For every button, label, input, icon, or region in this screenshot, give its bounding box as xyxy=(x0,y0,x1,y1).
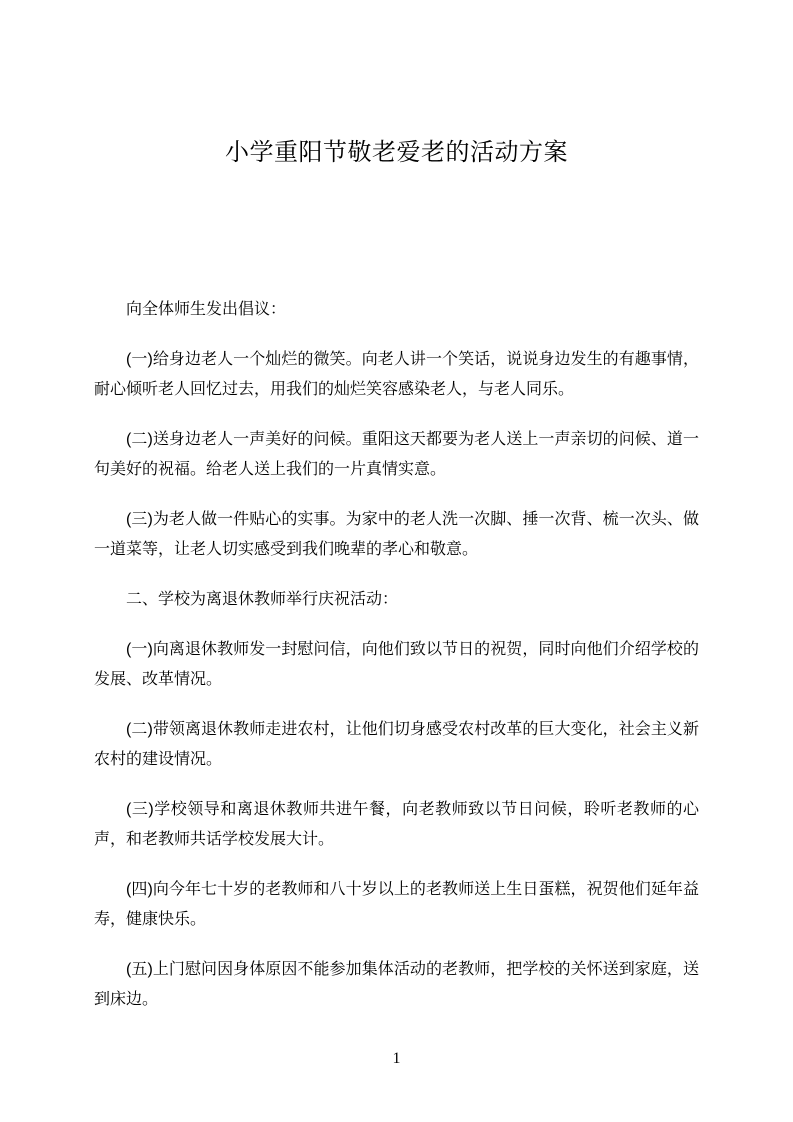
paragraph-8: (三)学校领导和离退休教师共进午餐，向老教师致以节日问候，聆听老教师的心声，和老教师共话学校发展大计。 xyxy=(94,801,699,848)
paragraph-4: (三)为老人做一件贴心的实事。为家中的老人洗一次脚、捶一次背、梳一次头、做一道菜等，让老人切实感受到我们晚辈的孝心和敬意。 xyxy=(94,511,699,558)
document-title: 小学重阳节敬老爱老的活动方案 xyxy=(225,139,568,166)
paragraph-9: (四)向今年七十岁的老教师和八十岁以上的老教师送上生日蛋糕，祝贺他们延年益寿，健康快乐。 xyxy=(94,881,699,928)
page-footer xyxy=(0,1049,793,1069)
paragraph-7: (二)带领离退休教师走进农村，让他们切身感受农村改革的巨大变化，社会主义新农村的建设情况。 xyxy=(94,721,699,768)
document-body xyxy=(94,295,699,1015)
paragraph-1: 向全体师生发出倡议： xyxy=(126,301,287,318)
paragraph-6: (一)向离退休教师发一封慰问信，向他们致以节日的祝贺，同时向他们介绍学校的发展、改革情况。 xyxy=(94,641,699,688)
paragraph-10: (五)上门慰问因身体原因不能参加集体活动的老教师，把学校的关怀送到家庭，送到床边。 xyxy=(94,961,699,1008)
paragraph-3: (二)送身边老人一声美好的问候。重阳这天都要为老人送上一声亲切的问候、道一句美好的祝福。给老人送上我们的一片真情实意。 xyxy=(94,431,699,478)
page-number: 1 xyxy=(392,1050,401,1067)
paragraph-5: 二、学校为离退休教师举行庆祝活动： xyxy=(126,591,399,608)
paragraph-2: (一)给身边老人一个灿烂的微笑。向老人讲一个笑话，说说身边发生的有趣事情，耐心倾听老人回忆过去，用我们的灿烂笑容感染老人，与老人同乐。 xyxy=(94,351,699,398)
